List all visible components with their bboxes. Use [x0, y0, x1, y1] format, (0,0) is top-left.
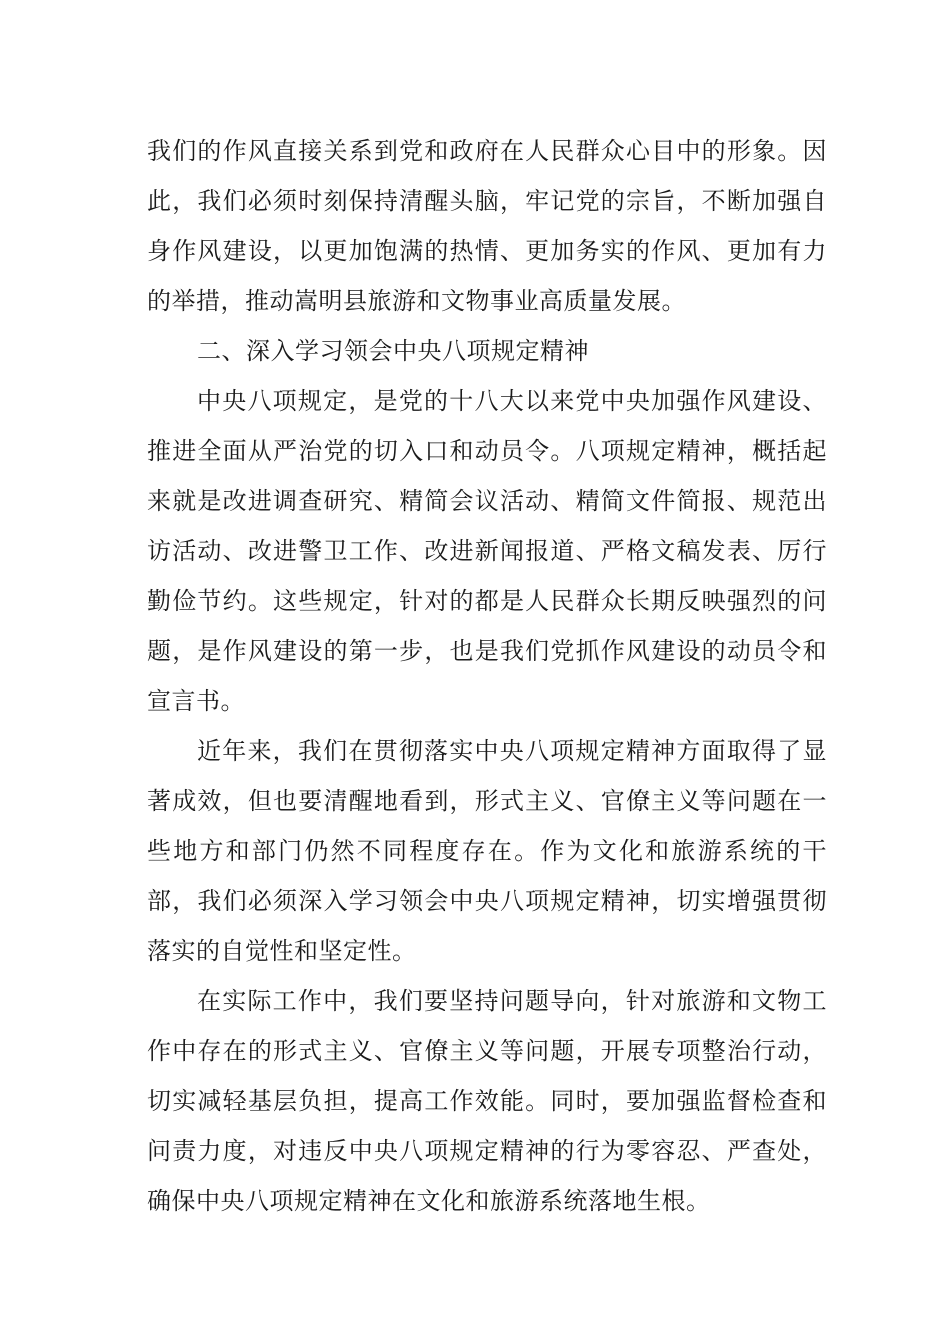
section-heading: 二、深入学习领会中央八项规定精神	[197, 337, 589, 365]
paragraph-3: 近年来，我们在贯彻落实中央八项规定精神方面取得了显著成效，但也要清醒地看到，形式主义、官僚主义等问题在一些地方和部门仍然不同程度存在。作为文化和旅游系统的干部，我们必须深入学习领会中央八项规定精神，切实增强贯彻落实的自觉性和坚定性。	[147, 737, 827, 965]
paragraph-1: 我们的作风直接关系到党和政府在人民群众心目中的形象。因此，我们必须时刻保持清醒头脑，牢记党的宗旨，不断加强自身作风建设，以更加饱满的热情、更加务实的作风、更加有力的举措，推动嵩明县旅游和文物事业高质量发展。	[147, 137, 827, 315]
paragraph-2: 中央八项规定，是党的十八大以来党中央加强作风建设、推进全面从严治党的切入口和动员令。八项规定精神，概括起来就是改进调查研究、精简会议活动、精简文件简报、规范出访活动、改进警卫工作、改进新闻报道、严格文稿发表、厉行勤俭节约。这些规定，针对的都是人民群众长期反映强烈的问题，是作风建设的第一步，也是我们党抓作风建设的动员令和宣言书。	[147, 387, 827, 715]
paragraph-4: 在实际工作中，我们要坚持问题导向，针对旅游和文物工作中存在的形式主义、官僚主义等问题，开展专项整治行动，切实减轻基层负担，提高工作效能。同时，要加强监督检查和问责力度，对违反中央八项规定精神的行为零容忍、严查处，确保中央八项规定精神在文化和旅游系统落地生根。	[147, 987, 827, 1215]
document-body	[147, 126, 827, 1226]
